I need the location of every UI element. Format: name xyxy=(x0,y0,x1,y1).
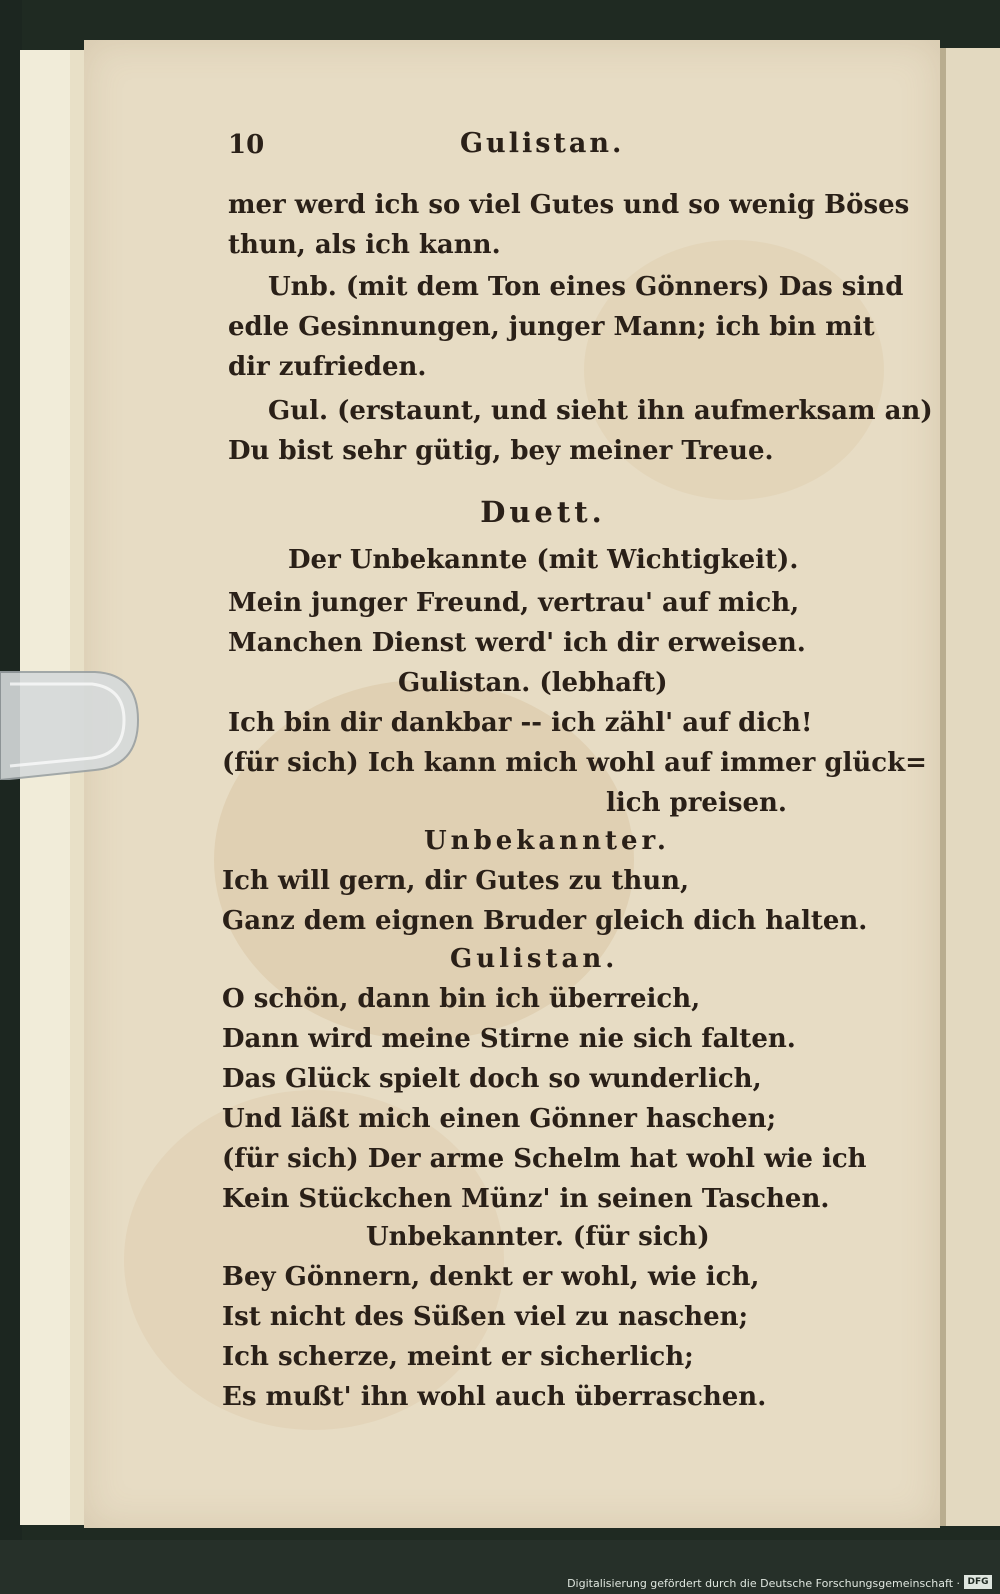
clear-bookmark-strip xyxy=(0,662,140,780)
section-heading-duett: Duett. xyxy=(480,495,606,529)
verse-line: Dann wird meine Stirne nie sich falten. xyxy=(222,1024,796,1054)
digitization-credit: Digitalisierung gefördert durch die Deutsche Forschungsgemeinschaft · xyxy=(567,1577,960,1590)
verse-line: Bey Gönnern, denkt er wohl, wie ich, xyxy=(222,1262,760,1292)
text-line: edle Gesinnungen, junger Mann; ich bin mit xyxy=(228,312,875,342)
text-line: dir zufrieden. xyxy=(228,352,427,382)
verse-line: O schön, dann bin ich überreich, xyxy=(222,984,701,1014)
speaker-line: Unbekannter. (für sich) xyxy=(366,1222,710,1252)
verse-line: (für sich) Ich kann mich wohl auf immer glück= xyxy=(222,748,927,778)
verse-line: Es mußt' ihn wohl auch überraschen. xyxy=(222,1382,767,1412)
speaker-line: Unbekannter. xyxy=(424,826,670,856)
verse-line: Manchen Dienst werd' ich dir erweisen. xyxy=(228,628,806,658)
verse-line: Und läßt mich einen Gönner haschen; xyxy=(222,1104,777,1134)
speaker-line: Unb. (mit dem Ton eines Gönners) Das sind xyxy=(268,272,904,302)
verse-line: Ich bin dir dankbar -- ich zähl' auf dich! xyxy=(228,708,813,738)
speaker-line: Gulistan. xyxy=(450,944,619,974)
verse-line: Das Glück spielt doch so wunderlich, xyxy=(222,1064,762,1094)
verse-line: Ganz dem eignen Bruder gleich dich halten. xyxy=(222,906,868,936)
verse-line: Ich scherze, meint er sicherlich; xyxy=(222,1342,694,1372)
facing-page-edge xyxy=(938,48,1000,1526)
text-line: mer werd ich so viel Gutes und so wenig Böses xyxy=(228,190,910,220)
verse-line: Mein junger Freund, vertrau' auf mich, xyxy=(228,588,800,618)
text-line: thun, als ich kann. xyxy=(228,230,501,260)
verse-line: (für sich) Der arme Schelm hat wohl wie ich xyxy=(222,1144,867,1174)
verse-line: Ist nicht des Süßen viel zu naschen; xyxy=(222,1302,749,1332)
scan-background-left xyxy=(0,0,22,1594)
verse-line: lich preisen. xyxy=(606,788,787,818)
verse-line: Kein Stückchen Münz' in seinen Taschen. xyxy=(222,1184,830,1214)
speaker-line: Gulistan. (lebhaft) xyxy=(398,668,668,698)
running-title: Gulistan. xyxy=(460,128,625,159)
speaker-line: Der Unbekannte (mit Wichtigkeit). xyxy=(288,545,799,575)
verse-line: Ich will gern, dir Gutes zu thun, xyxy=(222,866,690,896)
text-line: Du bist sehr gütig, bey meiner Treue. xyxy=(228,436,774,466)
dfg-logo-icon: DFG xyxy=(964,1575,992,1589)
page-number: 10 xyxy=(228,130,265,160)
speaker-line: Gul. (erstaunt, und sieht ihn aufmerksam an) xyxy=(268,396,933,426)
